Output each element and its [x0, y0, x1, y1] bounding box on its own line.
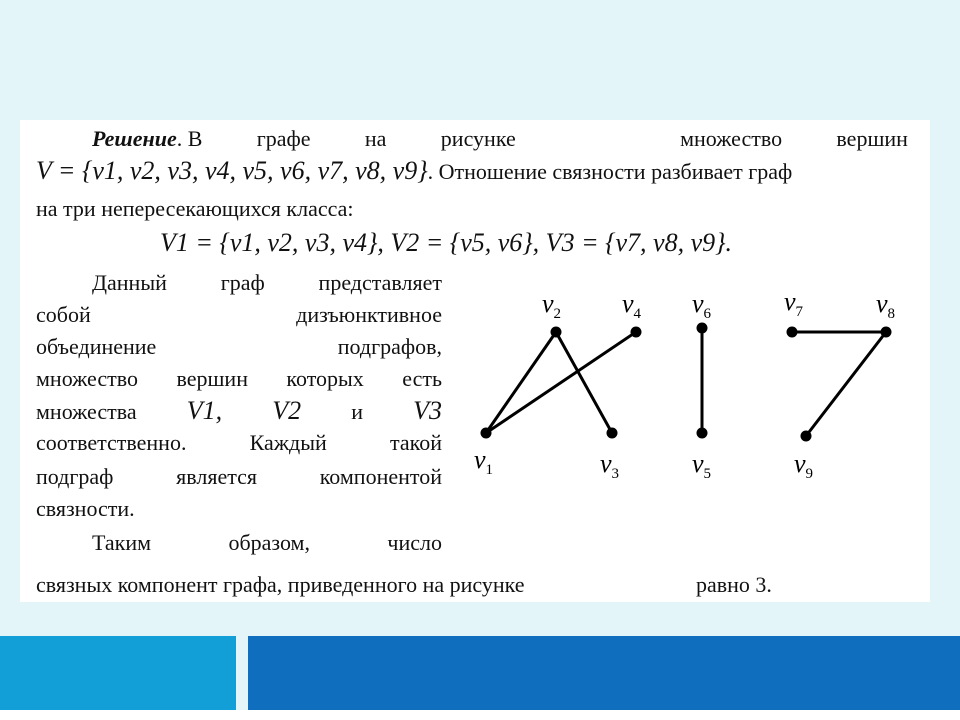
word: графе: [256, 126, 311, 151]
math-v3: V3: [413, 396, 442, 425]
graph-vertex-label-v7: $v_7$: [784, 287, 804, 320]
word: число: [387, 530, 442, 555]
word: и: [351, 399, 363, 424]
graph-vertex-label-v5: $v_5$: [692, 449, 712, 482]
math-v1: V1,: [186, 396, 223, 425]
graph-vertex-label-v2: $v_2$: [542, 289, 562, 322]
graph-vertex-label-v8: $v_8$: [876, 289, 896, 322]
classes-formula: V1 = {v1, v2, v3, v4}, V2 = {v5, v6}, V3 = {v7, v8, v9}.: [160, 228, 733, 257]
graph-edges: [486, 328, 886, 436]
graph-edge-v8-v9: [806, 332, 886, 436]
word: такой: [390, 430, 442, 455]
solution-line-3: на три непересекающихся класса:: [36, 196, 354, 221]
solution-content: [20, 120, 930, 602]
line2-text: . Отношение связности разбивает граф: [427, 159, 793, 184]
graph-vertex-label-v3: $v_3$: [600, 449, 620, 482]
word: множество: [680, 126, 783, 151]
graph-edge-v2-v3: [556, 332, 612, 433]
answer-text: равно 3.: [696, 572, 772, 597]
word: вершин: [176, 366, 248, 391]
vertex-set-formula: V = {v1, v2, v3, v4, v5, v6, v7, v8, v9}: [36, 156, 428, 185]
graph-vertex-v2: [551, 327, 562, 338]
graph-vertex-v8: [881, 327, 892, 338]
word: Каждый: [249, 430, 327, 455]
word: . В: [176, 126, 203, 151]
graph-vertices: [481, 323, 892, 442]
graph-edge-v1-v2: [486, 332, 556, 433]
word: вершин: [836, 126, 908, 151]
graph-vertex-v4: [631, 327, 642, 338]
graph-edge-v1-v4: [486, 332, 636, 433]
word: компонентой: [319, 464, 442, 489]
math-v2: V2: [272, 396, 302, 425]
graph-vertex-label-v9: $v_9$: [794, 449, 814, 482]
word: дизъюнктивное: [296, 302, 442, 327]
graph-vertex-label-v4: $v_4$: [622, 289, 642, 322]
word: граф: [220, 270, 265, 295]
graph-vertex-v9: [801, 431, 812, 442]
word: представляет: [318, 270, 442, 295]
graph-vertex-v5: [697, 428, 708, 439]
solution-heading: Решение: [92, 126, 177, 151]
graph-vertex-v7: [787, 327, 798, 338]
word: является: [176, 464, 257, 489]
word: Данный: [92, 270, 167, 295]
word: множество: [36, 366, 138, 391]
para-line-8: связности.: [36, 496, 135, 521]
graph-figure: [20, 120, 930, 602]
graph-vertex-v6: [697, 323, 708, 334]
graph-labels: [474, 287, 895, 482]
graph-vertex-label-v1: $v_1$: [474, 445, 494, 478]
word: Таким: [92, 530, 152, 555]
word: рисунке: [440, 126, 516, 151]
word: образом,: [228, 530, 310, 555]
word: собой: [36, 302, 91, 327]
graph-vertex-v1: [481, 428, 492, 439]
word: соответственно.: [36, 430, 187, 455]
word: подграфов,: [337, 334, 442, 359]
footer-bar-right: [248, 636, 960, 710]
bottom-strip: [0, 710, 960, 720]
word: на: [364, 126, 387, 151]
word: есть: [402, 366, 442, 391]
word: множества: [36, 399, 137, 424]
word: которых: [286, 366, 364, 391]
para-line-10: связных компонент графа, приведенного на рисунке: [36, 572, 525, 597]
footer-bar-left: [0, 636, 236, 710]
word: объединение: [36, 334, 157, 359]
word: подграф: [36, 464, 114, 489]
graph-vertex-label-v6: $v_6$: [692, 289, 712, 322]
graph-vertex-v3: [607, 428, 618, 439]
